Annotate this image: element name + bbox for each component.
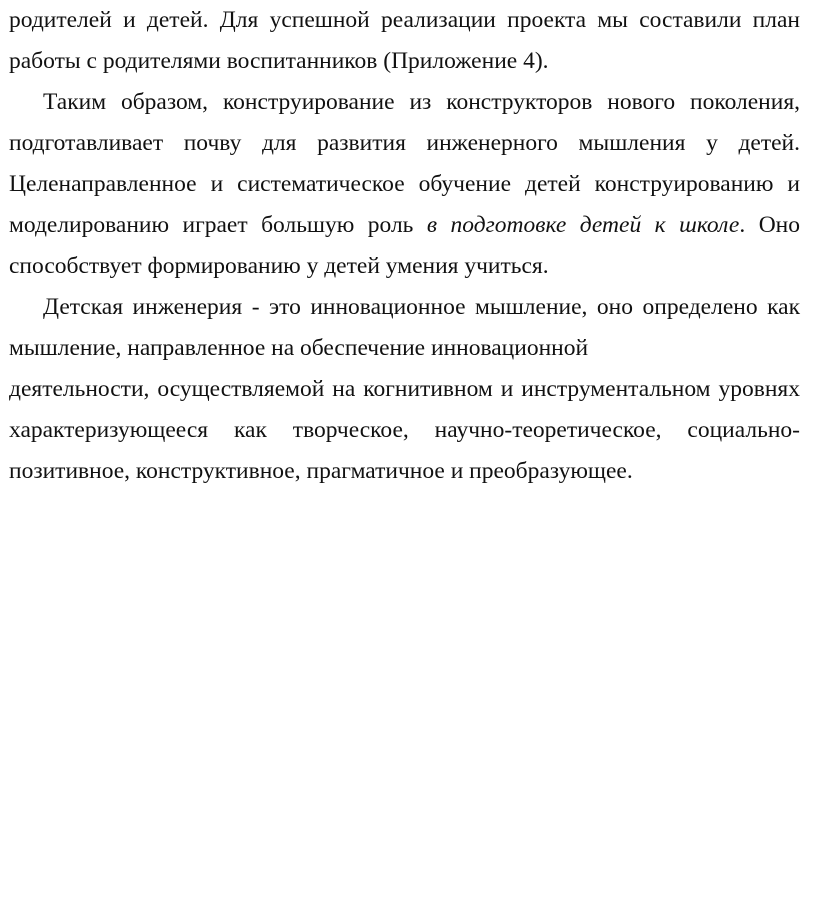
text-line-with-emphasis	[9, 205, 800, 246]
text-line: Целенаправленное и систематическое обучение детей конструированию и	[9, 171, 800, 197]
text-line: деятельности, осуществляемой на когнитивном и инструментальном уровнях	[9, 376, 800, 402]
paragraph-1	[9, 0, 800, 82]
text-line: подготавливает почву для развития инженерного мышления у детей.	[9, 130, 800, 156]
text-line: мышление, направленное на обеспечение инновационной	[9, 335, 589, 361]
paragraph-3	[9, 287, 800, 492]
text-line: Таким образом, конструирование из конструкторов нового поколения,	[43, 89, 800, 115]
text-line: позитивное, конструктивное, прагматичное и преобразующее.	[9, 458, 633, 484]
text-line: работы с родителями воспитанников (Приложение 4).	[9, 48, 549, 74]
text-segment: моделированию играет большую роль	[9, 212, 414, 238]
text-line: способствует формированию у детей умения учиться.	[9, 253, 549, 279]
text-line: характеризующееся как творческое, научно-теоретическое, социально-	[9, 417, 800, 443]
text-segment: . Оно	[739, 212, 800, 238]
document-page	[9, 0, 800, 492]
paragraph-2	[9, 82, 800, 287]
text-line: Детская инженерия - это инновационное мышление, оно определено как	[43, 294, 800, 320]
italic-emphasis: в подготовке детей к школе	[426, 212, 740, 238]
text-line: родителей и детей. Для успешной реализации проекта мы составили план	[9, 7, 800, 33]
